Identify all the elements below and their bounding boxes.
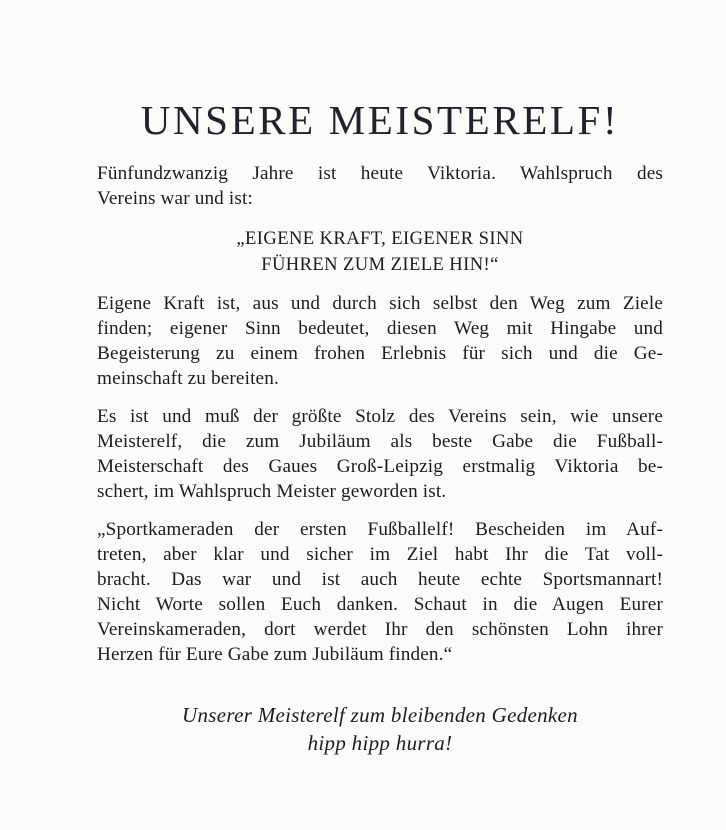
paragraph-3-line-6: Herzen für Eure Gabe zum Jubiläum finden.“ (97, 644, 453, 665)
paragraph-1-line-4: meinschaft zu bereiten. (97, 368, 279, 389)
paragraph-3-line-1: „Sportkameraden der ersten Fußballelf! Bescheiden im Auf- (97, 519, 663, 540)
document-page (97, 0, 663, 830)
paragraph-2-line-4: schert, im Wahlspruch Meister geworden ist. (97, 481, 447, 502)
page-title: UNSERE MEISTERELF! (140, 97, 620, 143)
paragraph-3-line-3: bracht. Das war und ist auch heute echte Sportsmannart! (97, 569, 663, 590)
closing-line-1: Unserer Meisterelf zum bleibenden Gedenken (182, 703, 578, 727)
paragraph-3-line-4: Nicht Worte sollen Euch danken. Schaut in die Augen Eurer (97, 594, 663, 615)
motto-line-1: „EIGENE KRAFT, EIGENER SINN (236, 228, 524, 249)
intro-line-2: Vereins war und ist: (97, 188, 253, 209)
paragraph-3-line-5: Vereinskameraden, dort werdet Ihr den schönsten Lohn ihrer (97, 619, 663, 640)
intro-line-1: Fünfundzwanzig Jahre ist heute Viktoria. Wahlspruch des (97, 163, 663, 184)
paragraph-1-line-3: Begeisterung zu einem frohen Erlebnis für sich und die Ge- (97, 343, 663, 364)
paragraph-2-line-2: Meisterelf, die zum Jubiläum als beste Gabe die Fußball- (97, 431, 663, 452)
paragraph-3-line-2: treten, aber klar und sicher im Ziel habt Ihr die Tat voll- (97, 544, 663, 565)
paragraph-1-line-1: Eigene Kraft ist, aus und durch sich selbst den Weg zum Ziele (97, 293, 663, 314)
paragraph-2-line-3: Meisterschaft des Gaues Groß-Leipzig erstmalig Viktoria be- (97, 456, 663, 477)
closing-line-2: hipp hipp hurra! (307, 731, 453, 755)
paragraph-1-line-2: finden; eigener Sinn bedeutet, diesen Weg mit Hingabe und (97, 318, 663, 339)
paragraph-2-line-1: Es ist und muß der größte Stolz des Vereins sein, wie unsere (97, 406, 663, 427)
motto-line-2: FÜHREN ZUM ZIELE HIN!“ (261, 254, 499, 275)
